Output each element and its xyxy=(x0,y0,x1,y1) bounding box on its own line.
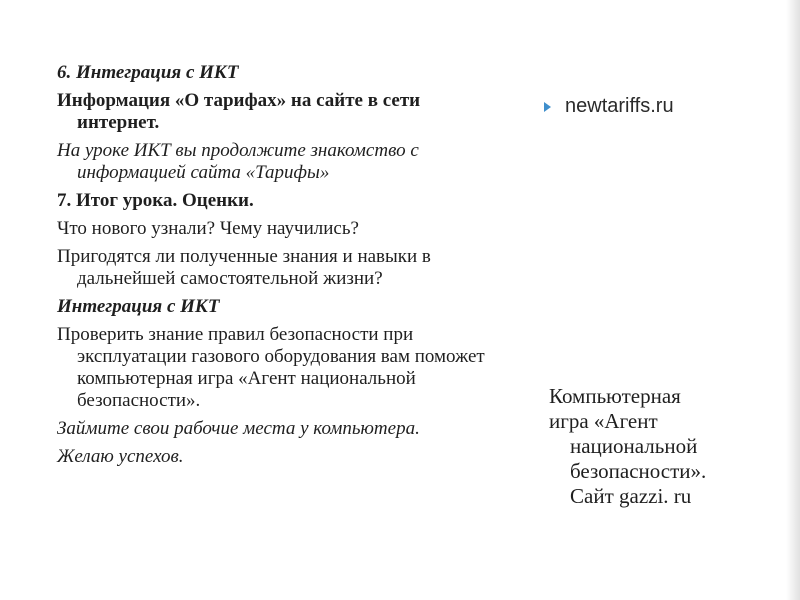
take-seats-text: Займите свои рабочие места у компьютера. xyxy=(57,418,420,439)
section-heading-summary: 7. Итог урока. Оценки. xyxy=(57,190,254,211)
game-info-line: Компьютерная xyxy=(549,384,681,408)
site-link-text: newtariffs.ru xyxy=(565,95,674,117)
slide-edge-shadow xyxy=(786,0,800,600)
section-heading-integration: 6. Интеграция с ИКТ xyxy=(57,62,239,83)
game-info-line: игра «Агент xyxy=(549,409,658,433)
section-heading-integration-2: Интеграция с ИКТ xyxy=(57,296,220,317)
safety-game-text: Проверить знание правил безопасности при эксплуатации газового оборудования вам поможет компьютерная игра «Агент национальной безопасности». xyxy=(57,324,485,411)
game-info-line: Сайт gazzi. ru xyxy=(570,484,692,508)
question-useful: Пригодятся ли полученные знания и навыки в дальнейшей самостоятельной жизни? xyxy=(57,246,431,289)
game-info-line: национальной xyxy=(570,434,698,458)
ikt-lesson-text: На уроке ИКТ вы продолжите знакомство с информацией сайта «Тарифы» xyxy=(57,140,419,183)
lesson-text-column xyxy=(57,62,507,474)
site-bullet xyxy=(544,95,674,118)
good-luck-text: Желаю успехов. xyxy=(57,446,184,467)
tariffs-info-text: Информация «О тарифах» на сайте в сети интернет. xyxy=(57,90,421,133)
question-learned: Что нового узнали? Чему научились? xyxy=(57,218,359,239)
game-info-line: безопасности». xyxy=(570,459,707,483)
bullet-arrow-icon xyxy=(544,102,551,112)
game-info-box xyxy=(549,384,769,509)
